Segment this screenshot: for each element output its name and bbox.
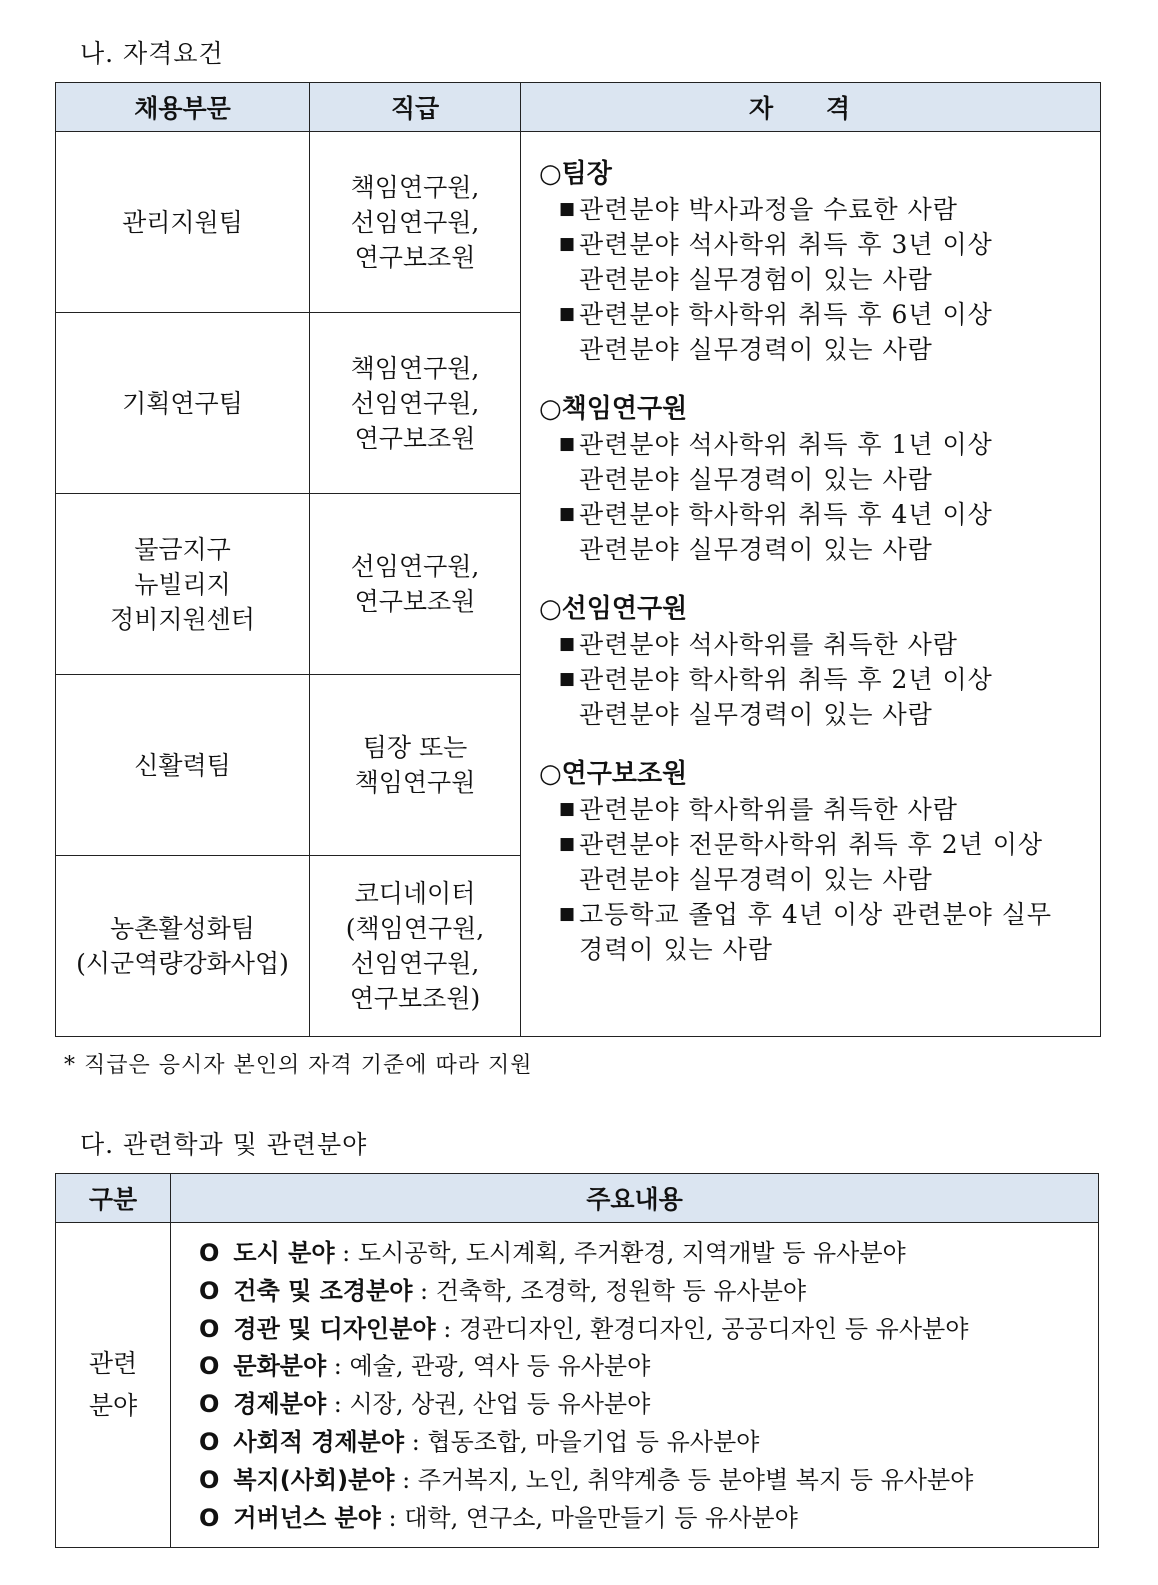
field-label: 경제분야 <box>233 1390 327 1419</box>
field-label: 건축 및 조경분야 <box>233 1276 413 1305</box>
table-row <box>56 132 1101 313</box>
rank-name: 책임연구원, <box>350 353 480 383</box>
qualification-text: 경력이 있는 사람 <box>579 935 773 964</box>
circle-bullet-icon: O <box>199 1314 220 1343</box>
qualification-text: 관련분야 실무경험이 있는 사람 <box>579 265 933 294</box>
department-cell <box>56 675 310 856</box>
field-label: 도시 분야 <box>233 1239 335 1267</box>
square-bullet-icon: ■ <box>559 504 577 524</box>
qualification-text: 관련분야 실무경력이 있는 사람 <box>579 865 933 894</box>
department-name: (시군역량강화사업) <box>76 949 289 978</box>
field-description: : 주거복지, 노인, 취약계층 등 분야별 복지 등 유사분야 <box>394 1465 974 1494</box>
circle-bullet-icon: O <box>199 1503 220 1532</box>
qualification-text: 관련분야 학사학위 취득 후 6년 이상 <box>579 300 993 329</box>
department-cell <box>56 494 310 675</box>
square-bullet-icon: ■ <box>559 304 577 324</box>
circle-bullet-icon: O <box>199 1276 220 1305</box>
qualification-text: 관련분야 학사학위 취득 후 2년 이상 <box>579 665 993 694</box>
qualification-group <box>539 591 1096 732</box>
field-label: 복지(사회)분야 <box>233 1465 395 1494</box>
fields-cell <box>171 1223 1099 1548</box>
rank-cell <box>310 675 521 856</box>
field-item <box>199 1424 1098 1462</box>
qualification-group-title: ○선임연구원 <box>539 594 688 624</box>
field-description: : 경관디자인, 환경디자인, 공공디자인 등 유사분야 <box>435 1314 969 1343</box>
department-name: 관리지원팀 <box>122 207 243 237</box>
department-cell <box>56 132 310 313</box>
field-description: : 도시공학, 도시계획, 주거환경, 지역개발 등 유사분야 <box>334 1239 906 1267</box>
circle-bullet-icon: O <box>199 1352 220 1381</box>
category-line: 관련 <box>88 1349 138 1379</box>
rank-name: 선임연구원, <box>350 552 480 581</box>
rank-name: 연구보조원 <box>354 423 476 453</box>
circle-bullet-icon: O <box>199 1390 220 1419</box>
square-bullet-icon: ■ <box>559 799 577 819</box>
qualification-cell <box>521 132 1101 1037</box>
department-name: 뉴빌리지 <box>134 569 231 599</box>
field-label: 거버넌스 분야 <box>233 1503 381 1532</box>
field-description: : 시장, 상권, 산업 등 유사분야 <box>326 1390 651 1419</box>
qualification-item <box>539 827 1096 897</box>
qualification-group <box>539 756 1096 967</box>
category-line: 분야 <box>88 1391 138 1421</box>
header-category: 구분 <box>56 1174 171 1223</box>
field-item <box>199 1462 1098 1500</box>
qualification-group-title: ○팀장 <box>539 159 612 189</box>
circle-bullet-icon: O <box>199 1465 220 1494</box>
section-title-qualifications: 나. 자격요건 <box>80 39 224 68</box>
qualification-group <box>539 156 1096 367</box>
rank-name: 팀장 또는 <box>362 733 468 762</box>
qualification-text: 관련분야 학사학위 취득 후 4년 이상 <box>579 500 993 529</box>
qualification-item <box>539 662 1096 732</box>
square-bullet-icon: ■ <box>559 634 577 654</box>
qualification-group <box>539 391 1096 567</box>
qualification-text: 관련분야 박사과정을 수료한 사람 <box>579 195 958 224</box>
qualification-item <box>539 792 1096 827</box>
field-item <box>199 1386 1098 1424</box>
department-cell <box>56 856 310 1037</box>
qualification-text: 관련분야 실무경력이 있는 사람 <box>579 535 933 564</box>
qualification-text: 고등학교 졸업 후 4년 이상 관련분야 실무 <box>579 900 1052 929</box>
qualification-item <box>539 297 1096 367</box>
table-row <box>56 1223 1099 1548</box>
field-item <box>199 1500 1098 1538</box>
field-description: : 예술, 관광, 역사 등 유사분야 <box>326 1352 651 1381</box>
rank-cell <box>310 494 521 675</box>
qualification-group-title: ○책임연구원 <box>539 394 688 424</box>
rank-name: 선임연구원, <box>350 949 480 978</box>
qualification-item <box>539 427 1096 497</box>
header-department: 채용부문 <box>56 83 310 132</box>
qualification-text: 관련분야 석사학위 취득 후 3년 이상 <box>579 230 993 259</box>
square-bullet-icon: ■ <box>559 199 577 219</box>
department-name: 물금지구 <box>134 534 231 564</box>
rank-name: 선임연구원, <box>350 388 480 418</box>
qualification-text: 관련분야 실무경력이 있는 사람 <box>579 335 933 364</box>
square-bullet-icon: ■ <box>559 434 577 454</box>
rank-name: 연구보조원 <box>354 242 476 272</box>
rank-name: 코디네이터 <box>354 879 476 908</box>
department-cell <box>56 313 310 494</box>
rank-name: 책임연구원 <box>354 768 476 797</box>
square-bullet-icon: ■ <box>559 669 577 689</box>
field-item <box>199 1311 1098 1349</box>
department-name: 농촌활성화팀 <box>110 914 255 943</box>
department-name: 신활력팀 <box>134 750 231 780</box>
department-name: 정비지원센터 <box>110 604 255 634</box>
field-description: : 건축학, 조경학, 정원학 등 유사분야 <box>412 1276 807 1305</box>
field-label: 문화분야 <box>233 1352 327 1381</box>
department-name: 기획연구팀 <box>122 388 243 418</box>
rank-cell <box>310 856 521 1037</box>
field-item <box>199 1273 1098 1311</box>
category-cell <box>56 1223 171 1548</box>
qualification-group-title: ○연구보조원 <box>539 759 688 789</box>
rank-name: 선임연구원, <box>350 207 480 237</box>
header-main-content: 주요내용 <box>171 1174 1099 1223</box>
field-item <box>199 1348 1098 1386</box>
circle-bullet-icon: O <box>199 1427 220 1456</box>
square-bullet-icon: ■ <box>559 234 577 254</box>
field-label: 경관 및 디자인분야 <box>233 1314 436 1343</box>
field-description: : 대학, 연구소, 마을만들기 등 유사분야 <box>380 1503 798 1532</box>
header-rank: 직급 <box>310 83 521 132</box>
qualification-text: 관련분야 전문학사학위 취득 후 2년 이상 <box>579 830 1044 859</box>
square-bullet-icon: ■ <box>559 834 577 854</box>
rank-name: 연구보조원) <box>349 984 481 1013</box>
qualification-text: 관련분야 석사학위를 취득한 사람 <box>579 630 958 659</box>
qualification-text: 관련분야 학사학위를 취득한 사람 <box>579 795 958 824</box>
footnote: * 직급은 응시자 본인의 자격 기준에 따라 지원 <box>64 1053 533 1078</box>
header-qualification: 자 격 <box>521 83 1101 132</box>
field-label: 사회적 경제분야 <box>233 1427 405 1456</box>
rank-cell <box>310 313 521 494</box>
qualification-item <box>539 227 1096 297</box>
square-bullet-icon: ■ <box>559 904 577 924</box>
rank-name: 책임연구원, <box>350 172 480 202</box>
qualification-text: 관련분야 석사학위 취득 후 1년 이상 <box>579 430 993 459</box>
qualification-table <box>55 82 1101 1037</box>
qualification-item <box>539 497 1096 567</box>
rank-cell <box>310 132 521 313</box>
qualification-text: 관련분야 실무경력이 있는 사람 <box>579 465 933 494</box>
qualification-item <box>539 627 1096 662</box>
qualification-item <box>539 897 1096 967</box>
field-description: : 협동조합, 마을기업 등 유사분야 <box>404 1427 760 1456</box>
qualification-text: 관련분야 실무경력이 있는 사람 <box>579 700 933 729</box>
field-item <box>199 1235 1098 1273</box>
circle-bullet-icon: O <box>199 1239 220 1267</box>
related-fields-table <box>55 1173 1099 1548</box>
rank-name: (책임연구원, <box>345 914 485 943</box>
section-title-related-fields: 다. 관련학과 및 관련분야 <box>80 1130 368 1159</box>
qualification-item <box>539 192 1096 227</box>
rank-name: 연구보조원 <box>354 587 476 616</box>
